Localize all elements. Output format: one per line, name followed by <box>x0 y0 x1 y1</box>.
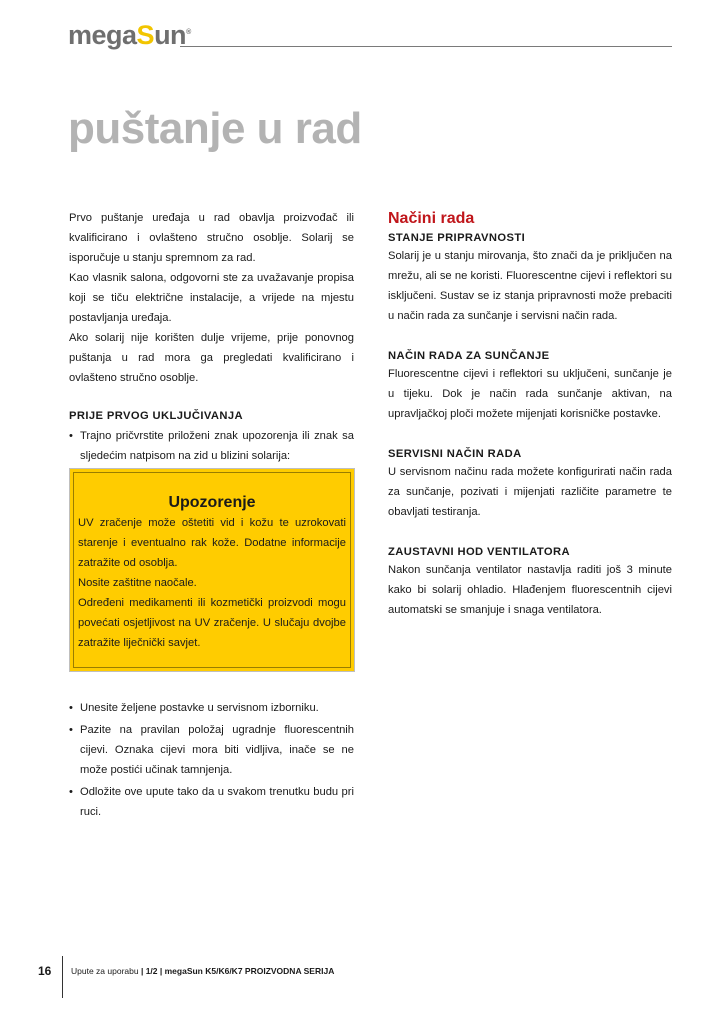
instructions-bullet-list <box>69 698 354 822</box>
fan-text: Nakon sunčanja ventilator nastavlja raditi još 3 minute kako bi solarij ohladio. Hlađenjem fluorescentnih cijevi automatski se smanjuje i snaga ventilatora. <box>388 564 672 616</box>
footer-text: Upute za uporabu | 1/2 | megaSun K5/K6/K7 PROIZVODNA SERIJA <box>71 966 335 976</box>
list-item: • Odložite ove upute tako da u svakom trenutku budu pri ruci. <box>69 782 354 822</box>
warning-frame <box>73 472 351 668</box>
intro-paragraph-2: Kao vlasnik salona, odgovorni ste za uvažavanje propisa koji se tiču električne instalacije, a vrijede na mjestu postavljanja uređaja. <box>69 272 354 324</box>
prior-heading: PRIJE PRVOG UKLJUČIVANJA <box>69 410 243 422</box>
page-number: 16 <box>38 964 52 978</box>
list-item: • Trajno pričvrstite priloženi znak upozorenja ili znak sa sljedećim natpisom na zid u blizini solarija: <box>69 426 354 466</box>
list-item: • Unesite željene postavke u servisnom izborniku. <box>69 698 354 718</box>
megasun-logo: megaSun® <box>68 20 191 50</box>
header-rule <box>180 46 672 47</box>
service-text: U servisnom načinu rada možete konfigurirati način rada za sunčanje, pozivati i mijenjati različite parametre te obavljati testiranja. <box>388 466 672 518</box>
standby-heading: STANJE PRIPRAVNOSTI <box>388 232 526 244</box>
warning-line-3: Određeni medikamenti ili kozmetički proizvodi mogu povećati osjetljivost na UV zračenje. U slučaju dvojbe zatražite liječnički savjet. <box>78 597 346 649</box>
prior-bullet-list <box>69 426 354 466</box>
warning-box <box>69 468 355 672</box>
intro-paragraph-3: Ako solarij nije korišten dulje vrijeme, prije ponovnog puštanja u rad mora ga pregledati kvalificirano i ovlašteno stručno osoblje. <box>69 332 354 384</box>
service-heading: SERVISNI NAČIN RADA <box>388 448 522 460</box>
intro-paragraph-1: Prvo puštanje uređaja u rad obavlja proizvođač ili kvalificirano i ovlašteno stručno osoblje. Solarij se isporučuje u stanju spremnom za rad. <box>69 212 354 264</box>
tanning-heading: NAČIN RADA ZA SUNČANJE <box>388 350 550 362</box>
after-warning-column <box>69 698 354 822</box>
modes-title: Načini rada <box>388 210 475 227</box>
list-item: • Pazite na pravilan položaj ugradnje fluorescentnih cijevi. Oznaka cijevi mora biti vidljiva, inače se ne može postići učinak tamnjenja. <box>69 720 354 780</box>
fan-heading: ZAUSTAVNI HOD VENTILATORA <box>388 546 570 558</box>
page-title: puštanje u rad <box>68 104 362 153</box>
standby-text: Solarij je u stanju mirovanja, što znači da je priključen na mrežu, ali se ne koristi. Fluorescentne cijevi i reflektori su isključeni. Sustav se iz stanja pripravnosti može prebaciti u način rada za sunčanje i servisni način rada. <box>388 250 672 322</box>
tanning-text: Fluorescentne cijevi i reflektori su uključeni, sunčanje je u tijeku. Dok je način rada sunčanje aktivan, na upravljačkoj ploči možete mijenjati korisničke postavke. <box>388 368 672 420</box>
footer-rule <box>62 956 63 998</box>
warning-title: Upozorenje <box>168 494 256 511</box>
left-column <box>69 208 354 466</box>
warning-line-1: UV zračenje može oštetiti vid i kožu te uzrokovati starenje i eventualno rak kože. Dodatne informacije zatražite od osoblja. <box>78 517 346 569</box>
warning-line-2: Nosite zaštitne naočale. <box>78 577 197 589</box>
right-column <box>388 208 672 620</box>
